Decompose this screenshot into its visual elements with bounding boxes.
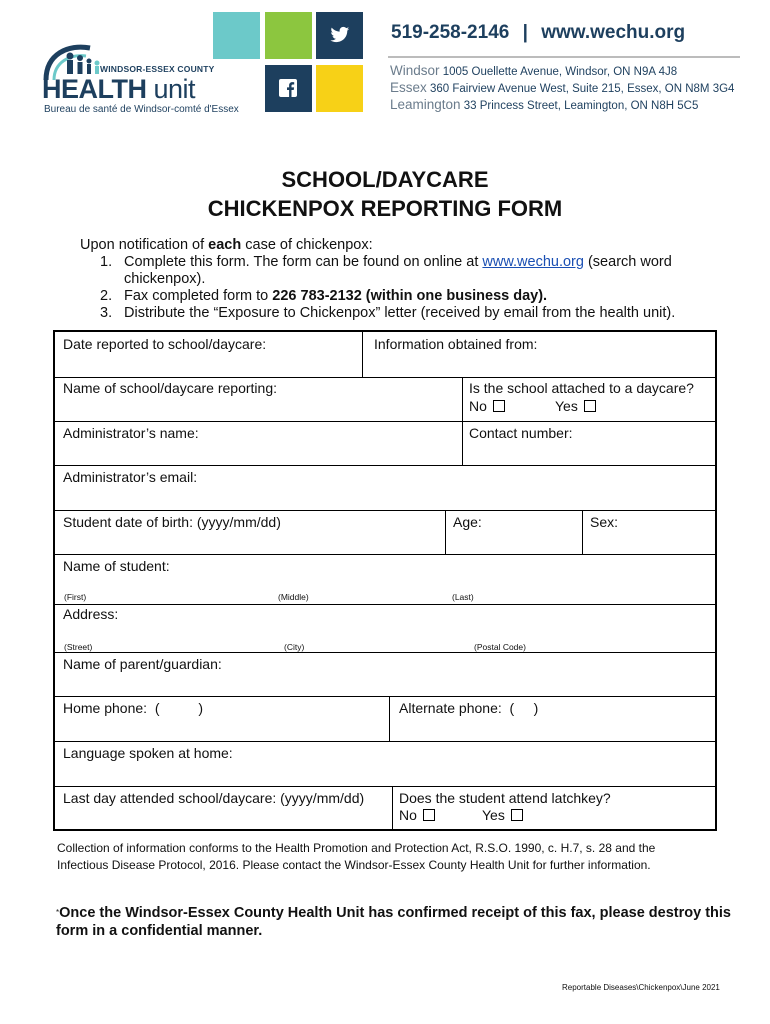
step-text-end: (search word chickenpox). [124, 254, 672, 287]
instructions-intro [80, 237, 373, 253]
no-label: No [469, 398, 487, 414]
no-label: No [399, 807, 417, 823]
intro-text: Upon notification of [80, 237, 209, 253]
yellow-tile [316, 65, 363, 112]
instructions-steps [100, 254, 710, 322]
street-hint: (Street) [64, 642, 93, 652]
office-city: Windsor [390, 63, 440, 78]
alternate-phone-label[interactable]: Alternate phone: ( ) [399, 700, 539, 716]
school-name-label[interactable]: Name of school/daycare reporting: [63, 380, 277, 396]
date-reported-label[interactable]: Date reported to school/daycare: [63, 336, 267, 352]
office-essex [390, 80, 734, 95]
form-title-line2: CHICKENPOX REPORTING FORM [207, 196, 563, 221]
logo-main-text [42, 76, 195, 103]
contact-number-label[interactable]: Contact number: [469, 425, 573, 441]
latchkey-no[interactable] [399, 807, 435, 823]
yes-label: Yes [482, 807, 505, 823]
step-3 [100, 305, 710, 322]
teal-tile [213, 12, 260, 59]
step-text: Complete this form. The form can be found on online at [124, 254, 483, 270]
city-hint: (City) [284, 642, 305, 652]
destroy-notice [56, 904, 736, 940]
admin-email-label[interactable]: Administrator’s email: [63, 469, 198, 485]
address-label[interactable]: Address: [63, 606, 119, 622]
sex-label[interactable]: Sex: [590, 514, 619, 530]
asterisk-marker: * [56, 908, 60, 917]
student-dob-label[interactable]: Student date of birth: (yyyy/mm/dd) [63, 514, 281, 530]
first-name-hint: (First) [64, 592, 87, 602]
contact-line [391, 22, 685, 44]
info-obtained-label[interactable]: Information obtained from: [374, 336, 538, 352]
twitter-icon [330, 26, 350, 44]
phone-number: 519-258-2146 [391, 22, 510, 43]
destroy-notice-text: Once the Windsor-Essex County Health Unit has confirmed receipt of this fax, please destroy this form in a confidential manner. [56, 905, 731, 939]
language-label[interactable]: Language spoken at home: [63, 745, 233, 761]
step-text: Distribute the “Exposure to Chickenpox” letter (received by email from the health unit). [124, 305, 676, 321]
no-checkbox[interactable] [423, 809, 435, 821]
logo-unit: unit [153, 74, 196, 104]
office-city: Essex [390, 80, 427, 95]
yes-checkbox[interactable] [584, 400, 596, 412]
daycare-attached-no[interactable] [469, 398, 505, 414]
office-leamington [390, 97, 698, 112]
latchkey-yes[interactable] [482, 807, 523, 823]
facebook-icon [279, 79, 297, 97]
admin-name-label[interactable]: Administrator’s name: [63, 425, 199, 441]
wechu-link[interactable]: www.wechu.org [482, 254, 584, 270]
document-path: Reportable Diseases\Chickenpox\June 2021 [562, 983, 720, 992]
privacy-footnote: Collection of information conforms to the Health Promotion and Protection Act, R.S.O. 1990, c. H.7, s. 28 and the Infectious Disease Protocol, 2016. Please contact the Windsor-Essex County Health Unit for further information. [57, 841, 656, 872]
facebook-tile[interactable] [265, 65, 312, 112]
intro-text-end: case of chickenpox: [241, 237, 373, 253]
twitter-tile[interactable] [316, 12, 363, 59]
latchkey-question: Does the student attend latchkey? [399, 790, 611, 806]
home-phone-label[interactable]: Home phone: ( ) [63, 700, 204, 716]
last-name-hint: (Last) [452, 592, 474, 602]
form-title-line1: SCHOOL/DAYCARE [281, 167, 489, 192]
logo-health: HEALTH [42, 74, 147, 104]
step-number: 3. [100, 305, 113, 321]
yes-label: Yes [555, 398, 578, 414]
reporting-form [53, 330, 717, 831]
health-unit-logo [40, 42, 240, 118]
yes-checkbox[interactable] [511, 809, 523, 821]
student-name-label[interactable]: Name of student: [63, 558, 170, 574]
postal-code-hint: (Postal Code) [474, 642, 526, 652]
last-day-attended-label[interactable]: Last day attended school/daycare: (yyyy/mm/dd) [63, 790, 365, 806]
parent-name-label[interactable]: Name of parent/guardian: [63, 656, 222, 672]
step-2 [100, 288, 710, 305]
step-number: 2. [100, 288, 113, 304]
intro-bold: each [208, 237, 242, 253]
office-windsor [390, 63, 677, 78]
daycare-attached-question: Is the school attached to a daycare? [469, 380, 694, 396]
middle-name-hint: (Middle) [278, 592, 309, 602]
green-tile [265, 12, 312, 59]
step-number: 1. [100, 254, 113, 270]
age-label[interactable]: Age: [453, 514, 482, 530]
step-1 [100, 254, 710, 288]
logo-top-text: WINDSOR-ESSEX COUNTY [100, 64, 215, 74]
office-address: 33 Princess Street, Leamington, ON N8H 5C5 [463, 100, 699, 112]
no-checkbox[interactable] [493, 400, 505, 412]
office-address: 360 Fairview Avenue West, Suite 215, Essex, ON N8M 3G4 [429, 83, 735, 95]
office-city: Leamington [390, 97, 461, 112]
header-divider [388, 56, 740, 58]
website-link[interactable]: www.wechu.org [541, 22, 686, 43]
daycare-attached-yes[interactable] [555, 398, 596, 414]
office-address: 1005 Ouellette Avenue, Windsor, ON N9A 4J8 [442, 66, 678, 78]
contact-separator: | [522, 22, 528, 43]
step-text: Fax completed form to [124, 288, 273, 304]
fax-number: 226 783-2132 (within one business day). [272, 288, 548, 304]
logo-french-text: Bureau de santé de Windsor-comté d'Essex [44, 104, 239, 115]
